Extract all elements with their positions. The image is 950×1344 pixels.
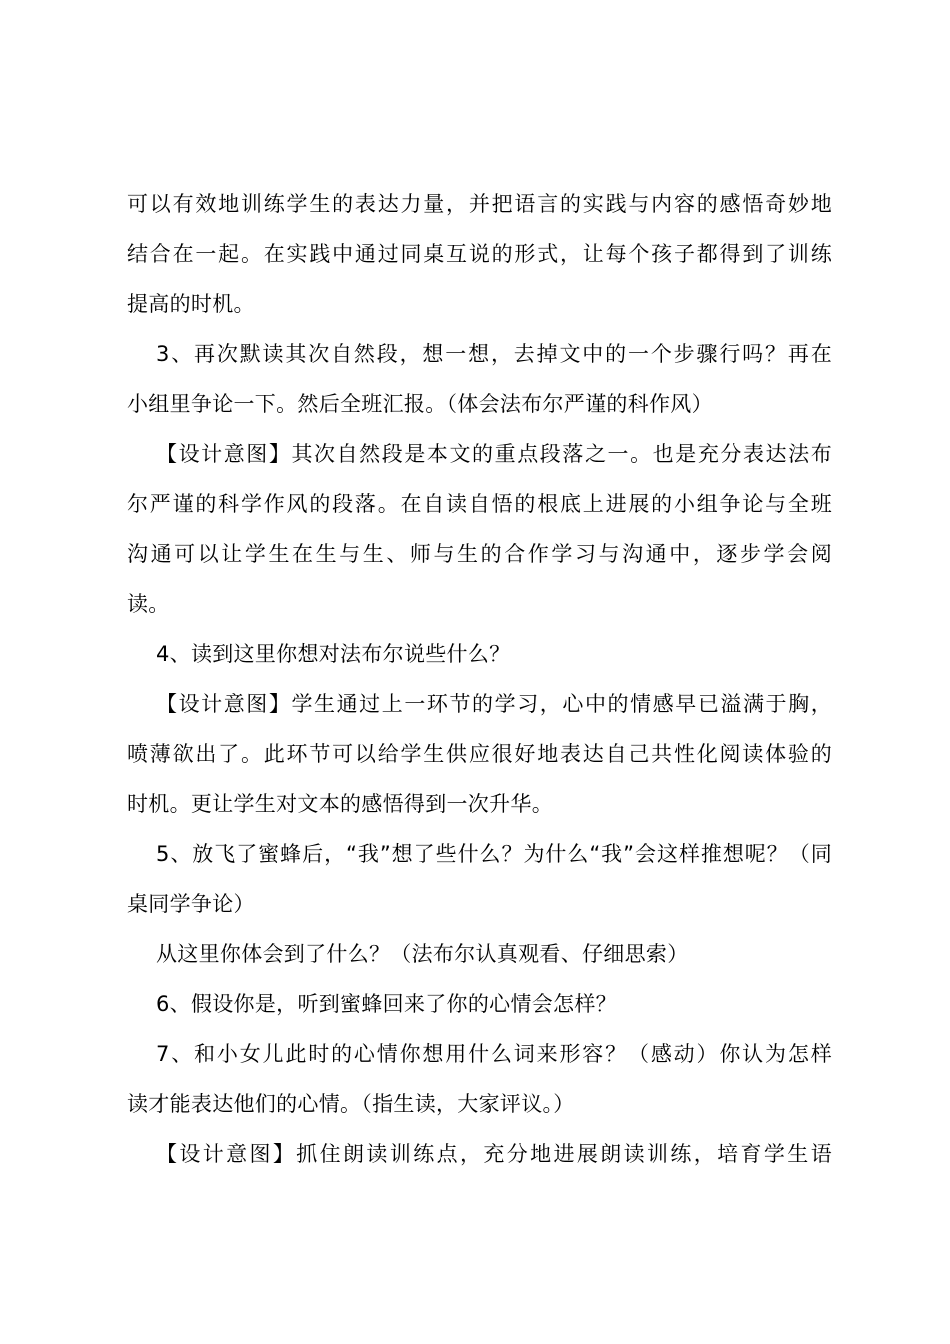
text-line: 喷薄欲出了。此环节可以给学生供应很好地表达自己共性化阅读体验的 <box>127 742 832 766</box>
text-line: 6、假设你是，听到蜜蜂回来了你的心情会怎样？ <box>156 992 617 1016</box>
text-line: 尔严谨的科学作风的段落。在自读自悟的根底上进展的小组争论与全班 <box>127 492 832 516</box>
text-line: 读。 <box>127 592 170 616</box>
text-line: 可以有效地训练学生的表达力量，并把语言的实践与内容的感悟奇妙地 <box>127 192 832 216</box>
text-line: 结合在一起。在实践中通过同桌互说的形式，让每个孩子都得到了训练 <box>127 242 832 266</box>
text-line: 【设计意图】抓住朗读训练点，充分地进展朗读训练，培育学生语 <box>156 1142 832 1166</box>
text-line: 提高的时机。 <box>127 292 255 316</box>
text-line: 小组里争论一下。然后全班汇报。（体会法布尔严谨的科作风） <box>127 392 713 416</box>
text-line: 桌同学争论） <box>127 892 255 916</box>
text-line: 沟通可以让学生在生与生、师与生的合作学习与沟通中，逐步学会阅 <box>127 542 832 566</box>
text-line: 读才能表达他们的心情。（指生读，大家评议。） <box>127 1092 575 1116</box>
text-line: 从这里你体会到了什么？（法布尔认真观看、仔细思索） <box>156 942 689 966</box>
text-line: 【设计意图】学生通过上一环节的学习，心中的情感早已溢满于胸， <box>156 692 832 716</box>
text-line: 3、再次默读其次自然段，想一想，去掉文中的一个步骤行吗？再在 <box>156 342 832 366</box>
text-line: 【设计意图】其次自然段是本文的重点段落之一。也是充分表达法布 <box>156 442 832 466</box>
text-line: 5、放飞了蜜蜂后，“我”想了些什么？为什么“我”会这样推想呢？（同 <box>156 842 832 866</box>
text-line: 4、读到这里你想对法布尔说些什么？ <box>156 642 511 666</box>
text-line: 时机。更让学生对文本的感悟得到一次升华。 <box>127 792 553 816</box>
text-line: 7、和小女儿此时的心情你想用什么词来形容？（感动）你认为怎样 <box>156 1042 832 1066</box>
